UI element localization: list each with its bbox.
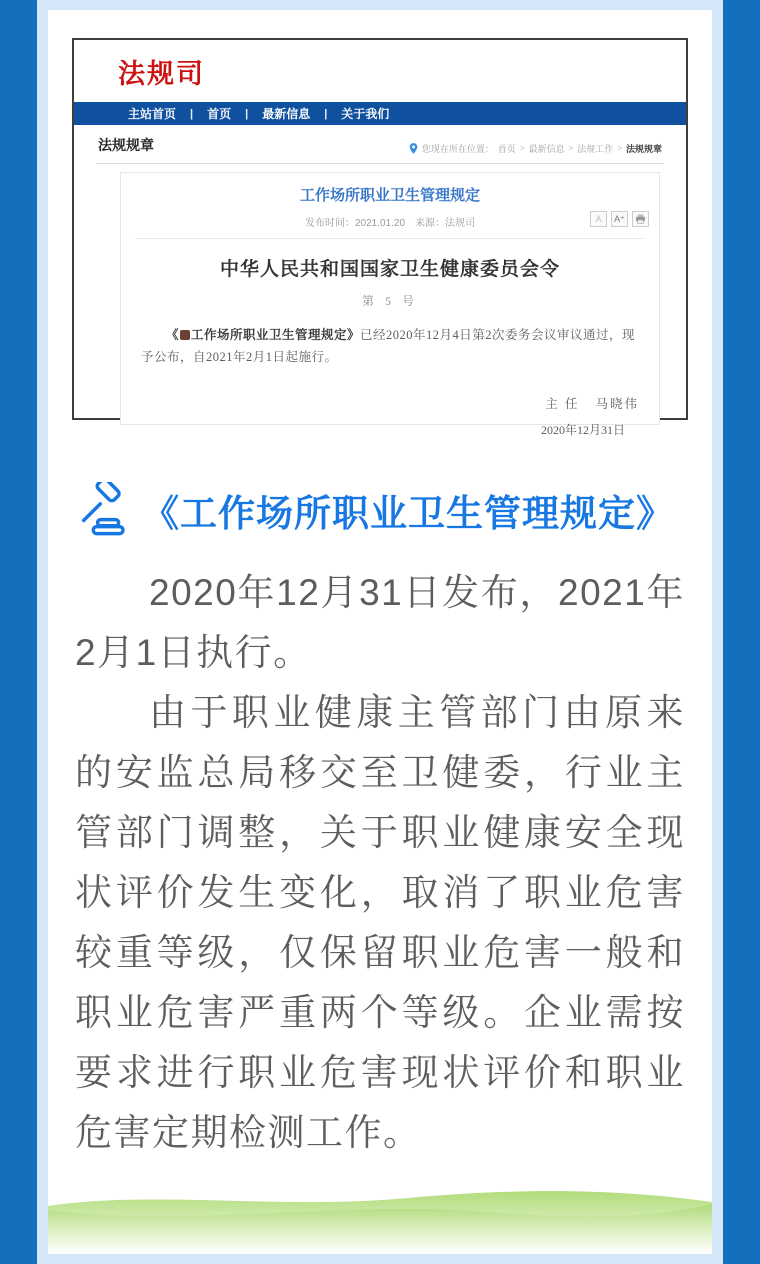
article-body [75, 563, 685, 1163]
body-paragraph: 2020年12月31日发布，2021年2月1日执行。 [75, 572, 685, 673]
green-wave-decoration [48, 1176, 712, 1254]
gavel-icon [74, 482, 130, 538]
site-header [74, 40, 686, 102]
article-meta-row [121, 214, 659, 229]
nav-link[interactable]: 最新信息 [262, 107, 311, 121]
decree-signer [121, 394, 639, 412]
breadcrumb-link[interactable]: 最新信息 [528, 144, 565, 154]
decree-para-title: 工作场所职业卫生管理规定》 [191, 328, 361, 342]
article-panel [120, 172, 660, 437]
separator: | [324, 107, 328, 120]
section-title: 法规规章 [98, 137, 154, 153]
site-logo-text: 法规司 [118, 58, 205, 89]
inline-doc-icon [180, 330, 190, 340]
inner-frame [37, 0, 723, 1264]
quote-open: 《 [166, 328, 180, 342]
separator: > [568, 144, 574, 153]
print-icon [635, 214, 646, 224]
breadcrumb [409, 142, 662, 155]
website-screenshot [72, 38, 688, 437]
signer-name: 马晓伟 [595, 397, 639, 411]
nav-link[interactable]: 主站首页 [128, 107, 177, 121]
separator: > [519, 144, 525, 153]
signer-label: 主 任 [545, 397, 580, 411]
separator: | [245, 107, 249, 120]
section-row [96, 133, 664, 164]
location-pin-icon [409, 143, 418, 154]
decree-para-rest: 已经2020年12月4日第2次委务会议审议通过，现予公布，自2021年2月1日起施行。 [141, 328, 636, 364]
font-decrease-button[interactable]: A [590, 211, 607, 227]
headline-text: 《工作场所职业卫生管理规定》 [142, 493, 674, 534]
article-meta-text: 发布时间：2021.01.20 来源：法规司 [304, 218, 476, 229]
breadcrumb-link[interactable]: 法规规章 [625, 144, 662, 154]
nav-link[interactable]: 首页 [207, 107, 232, 121]
separator: > [617, 144, 622, 153]
divider [135, 238, 645, 239]
decree-number: 第 5 号 [361, 294, 418, 308]
decree-date: 2020年12月31日 [540, 423, 625, 437]
print-button[interactable] [632, 211, 649, 227]
article-title: 工作场所职业卫生管理规定 [299, 187, 480, 204]
content-area [48, 10, 712, 1254]
breadcrumb-link[interactable]: 法规工作 [577, 144, 614, 154]
breadcrumb-links [498, 142, 662, 155]
headline [74, 482, 674, 538]
breadcrumb-link[interactable]: 首页 [497, 144, 516, 154]
decree-heading: 中华人民共和国国家卫生健康委员会令 [219, 259, 560, 280]
font-increase-button[interactable]: A⁺ [611, 211, 628, 227]
breadcrumb-prefix: 您现在所在位置： [421, 144, 494, 154]
nav-link[interactable]: 关于我们 [341, 107, 390, 121]
separator: | [190, 107, 194, 120]
site-nav [74, 102, 686, 125]
article-tools [590, 211, 649, 227]
decree-paragraph [141, 325, 639, 368]
body-paragraph: 由于职业健康主管部门由原来的安监总局移交至卫健委，行业主管部门调整，关于职业健康安全现状评价发生变化，取消了职业危害较重等级，仅保留职业危害一般和职业危害严重两个等级。企业需按要求进行职业危害现状评价和职业危害定期检测工作。 [75, 692, 685, 1153]
